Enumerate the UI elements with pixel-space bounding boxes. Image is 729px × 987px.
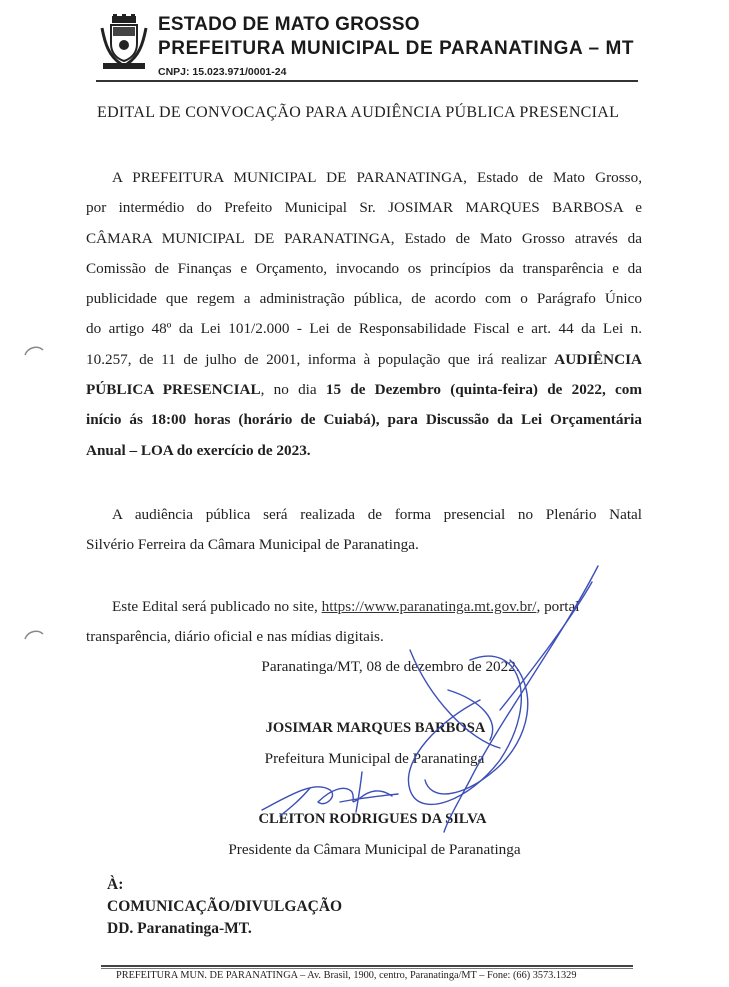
paragraph-line: A PREFEITURA MUNICIPAL DE PARANATINGA, Estado de Mato Grosso, [112, 169, 642, 186]
header-cnpj: CNPJ: 15.023.971/0001-24 [158, 66, 287, 78]
website-link[interactable]: https://www.paranatinga.mt.gov.br/ [321, 598, 537, 615]
paragraph-venue [86, 500, 642, 561]
coat-of-arms-icon [99, 14, 149, 70]
signature-stroke [356, 772, 362, 812]
paragraph-line: CÂMARA MUNICIPAL DE PARANATINGA, Estado de Mato Grosso através da [86, 229, 642, 247]
paragraph-line: transparência, diário oficial e nas mídias digitais. [86, 628, 384, 646]
bold-text: 15 de Dezembro (quinta-feira) de 2022, com [325, 381, 642, 399]
footer-divider [101, 965, 633, 967]
paragraph-convocation [86, 163, 642, 466]
signatory-name: JOSIMAR MARQUES BARBOSA [265, 720, 486, 736]
signatory-role: Prefeitura Municipal de Paranatinga [264, 750, 485, 767]
text-span: Este Edital será publicado no site, [112, 598, 322, 615]
paragraph-line: Silvério Ferreira da Câmara Municipal de Paranatinga. [86, 536, 419, 554]
text-span: 10.257, de 11 de julho de 2001, informa à população que irá realizar [86, 350, 555, 368]
text-span: , portal [536, 598, 580, 615]
header-prefecture: PREFEITURA MUNICIPAL DE PARANATINGA – MT [158, 38, 635, 59]
addressee-department: COMUNICAÇÃO/DIVULGAÇÃO [107, 898, 343, 915]
header-divider [96, 80, 638, 82]
paragraph-line [86, 592, 642, 622]
signature-stroke [262, 787, 392, 810]
bold-text: AUDIÊNCIA [554, 350, 642, 368]
bold-text: PÚBLICA PRESENCIAL [86, 381, 261, 399]
punch-hole-mark-icon [24, 628, 44, 640]
text-span: , no dia [260, 381, 326, 399]
signatory-role: Presidente da Câmara Municipal de Paranatinga [228, 841, 521, 858]
paragraph-line: A audiência pública será realizada de forma presencial no Plenário Natal [112, 506, 642, 523]
paragraph-line: por intermédio do Prefeito Municipal Sr. JOSIMAR MARQUES BARBOSA e [86, 199, 642, 217]
addressee-city: DD. Paranatinga-MT. [107, 920, 252, 937]
paragraph-publication [86, 592, 642, 653]
header-state: ESTADO DE MATO GROSSO [158, 14, 420, 35]
paragraph-line: do artigo 48º da Lei 101/2.000 - Lei de Responsabilidade Fiscal e art. 44 da Lei n. [86, 320, 642, 338]
place-date: Paranatinga/MT, 08 de dezembro de 2022. [261, 658, 520, 675]
addressee-to: À: [107, 876, 124, 893]
paragraph-line: publicidade que regem a administração pública, de acordo com o Parágrafo Único [86, 290, 642, 308]
document-title: EDITAL DE CONVOCAÇÃO PARA AUDIÊNCIA PÚBLICA PRESENCIAL [97, 104, 620, 121]
paragraph-line: Comissão de Finanças e Orçamento, invocando os princípios da transparência e da [86, 259, 642, 277]
paragraph-line: início ás 18:00 horas (horário de Cuiabá), para Discussão da Lei Orçamentária [86, 411, 642, 429]
footer-divider [101, 968, 633, 969]
paragraph-line: Anual – LOA do exercício de 2023. [86, 441, 311, 459]
punch-hole-mark-icon [24, 344, 44, 356]
signatory-name: CLEITON RODRIGUES DA SILVA [258, 811, 487, 827]
paragraph-line [86, 345, 642, 375]
signature-stroke [340, 794, 398, 802]
addressee-block [107, 874, 342, 940]
paragraph-line [86, 375, 642, 405]
footer-address: PREFEITURA MUN. DE PARANATINGA – Av. Brasil, 1900, centro, Paranatinga/MT – Fone: (66) 3573.1329 [116, 970, 577, 981]
